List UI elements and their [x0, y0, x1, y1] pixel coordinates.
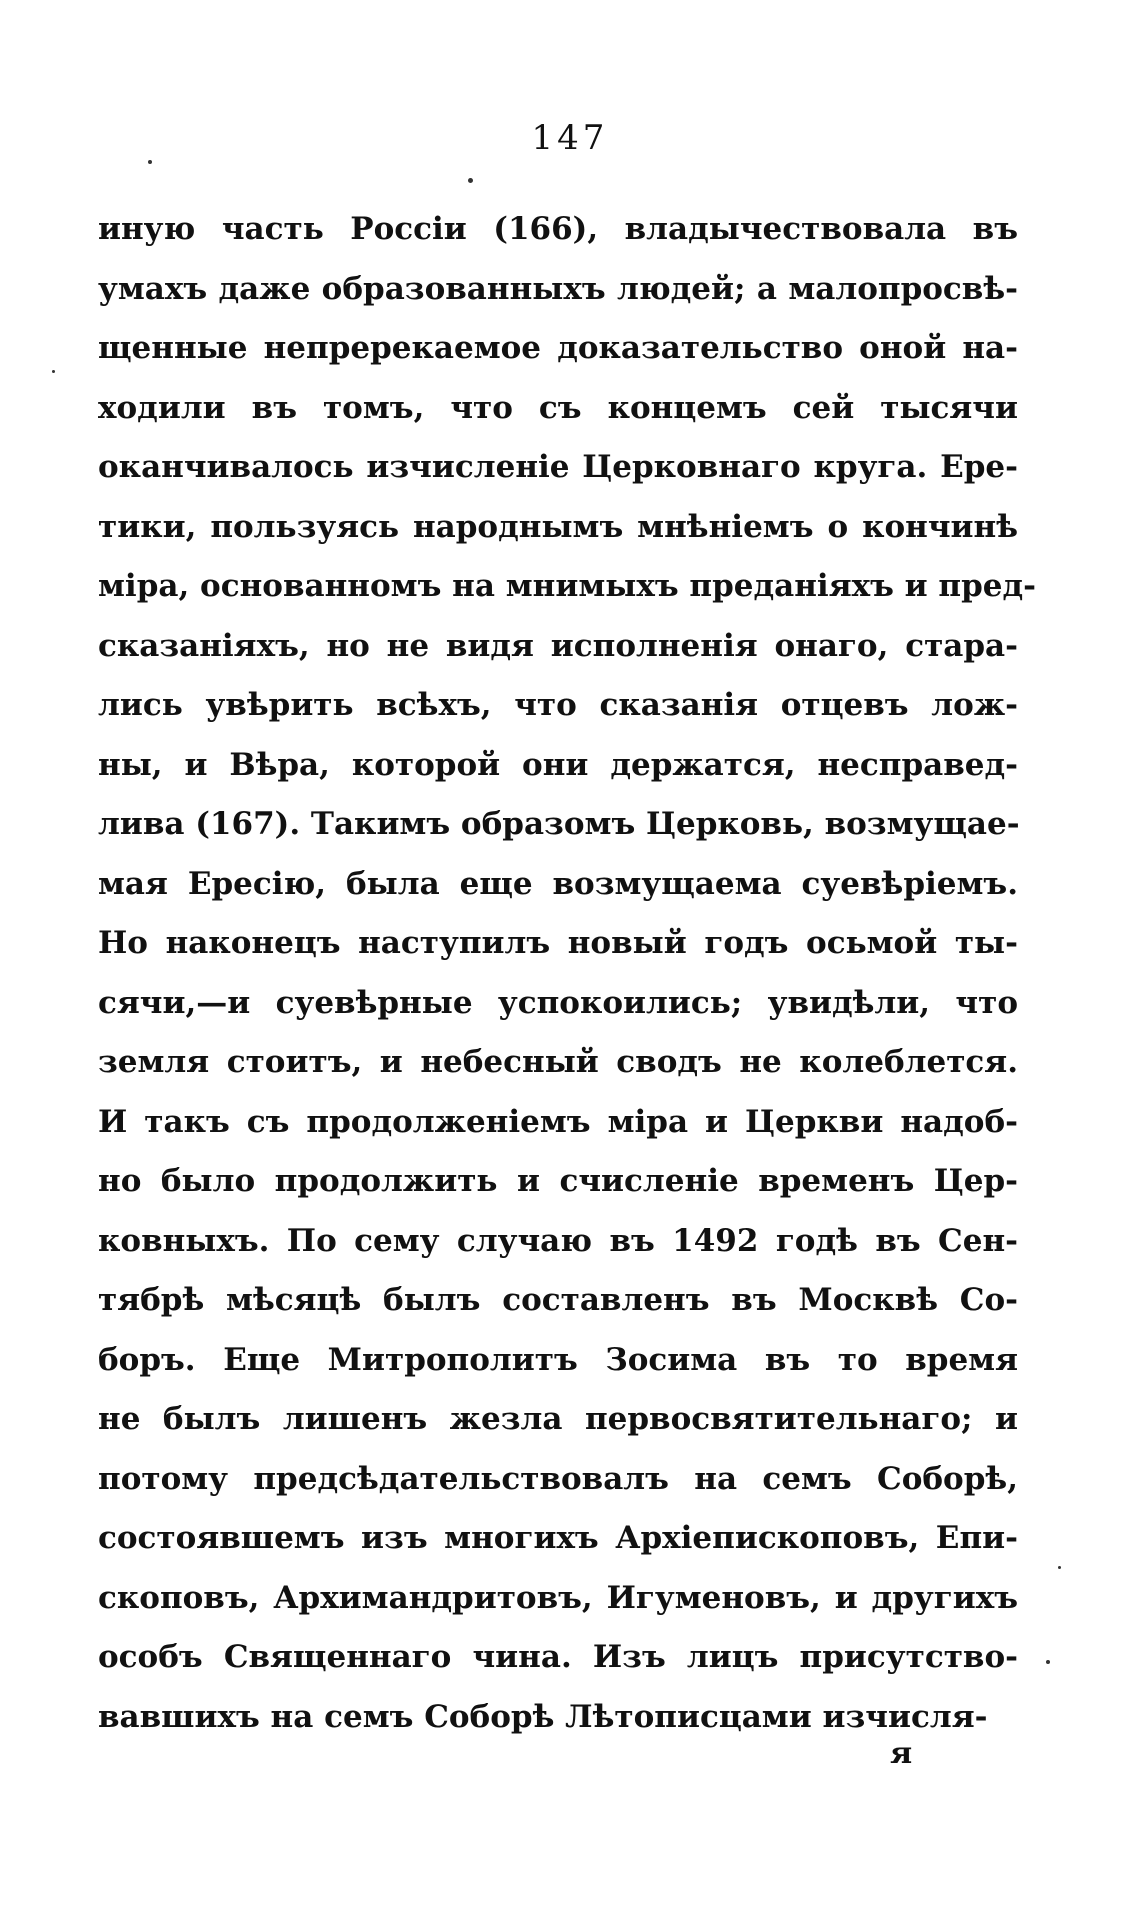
- text-line: но было продолжить и счисленіе временъ Цер-: [98, 1163, 1018, 1199]
- text-line: сячи,—и суевѣрные успокоились; увидѣли, что: [98, 984, 1018, 1021]
- text-line: потому предсѣдательствовалъ на семъ Соборѣ,: [98, 1460, 1018, 1497]
- text-line: вавшихъ на семъ Соборѣ Лѣтописцами изчисля-: [98, 1698, 988, 1735]
- text-line: лись увѣрить всѣхъ, что сказанія отцевъ лож-: [98, 687, 1018, 723]
- text-line: тябрѣ мѣсяцѣ былъ составленъ въ Москвѣ Со-: [98, 1282, 1018, 1318]
- text-line: тики, пользуясь народнымъ мнѣніемъ о кончинѣ: [98, 508, 1018, 545]
- text-line: лива (167). Такимъ образомъ Церковь, возмущае-: [98, 806, 1020, 842]
- text-line: щенные непререкаемое доказательство оной на-: [98, 330, 1018, 366]
- text-line: состоявшемъ изъ многихъ Архіепископовъ, Епи-: [98, 1520, 1018, 1556]
- text-line: особъ Священнаго чина. Изъ лицъ присутство-: [98, 1639, 1018, 1675]
- text-line: мая Ересію, была еще возмущаема суевѣріемъ.: [98, 865, 1018, 902]
- print-speck: [52, 370, 55, 373]
- body-text: [98, 200, 1037, 1747]
- text-line: оканчивалось изчисленіе Церковнаго круга. Ере-: [98, 449, 1018, 485]
- catchword: я: [890, 1736, 913, 1771]
- print-speck: [468, 178, 473, 183]
- print-speck: [148, 160, 152, 164]
- text-line: не былъ лишенъ жезла первосвятительнаго; и: [98, 1401, 1018, 1437]
- text-line: ковныхъ. По сему случаю въ 1492 годѣ въ Сен-: [98, 1222, 1018, 1259]
- print-speck: [1058, 1566, 1061, 1569]
- page-number: 147: [531, 118, 609, 158]
- text-line: міра, основанномъ на мнимыхъ преданіяхъ и пред-: [98, 568, 1037, 604]
- text-line: умахъ даже образованныхъ людей; а малопросвѣ-: [98, 270, 1018, 307]
- text-line: Но наконецъ наступилъ новый годъ осьмой ты-: [98, 925, 1018, 961]
- text-line: скоповъ, Архимандритовъ, Игуменовъ, и другихъ: [98, 1579, 1018, 1616]
- text-line: земля стоитъ, и небесный сводъ не колеблется.: [98, 1044, 1018, 1080]
- text-line: боръ. Еще Митрополитъ Зосима въ то время: [98, 1341, 1018, 1378]
- text-line: И такъ съ продолженіемъ міра и Церкви надоб-: [98, 1103, 1018, 1140]
- text-line: иную часть Россіи (166), владычествовала въ: [98, 211, 1018, 247]
- text-line: ны, и Вѣра, которой они держатся, несправед-: [98, 746, 1018, 783]
- print-speck: [1046, 1660, 1050, 1664]
- text-line: ходили въ томъ, что съ концемъ сей тысячи: [98, 389, 1018, 426]
- text-line: сказаніяхъ, но не видя исполненія онаго, стара-: [98, 627, 1018, 664]
